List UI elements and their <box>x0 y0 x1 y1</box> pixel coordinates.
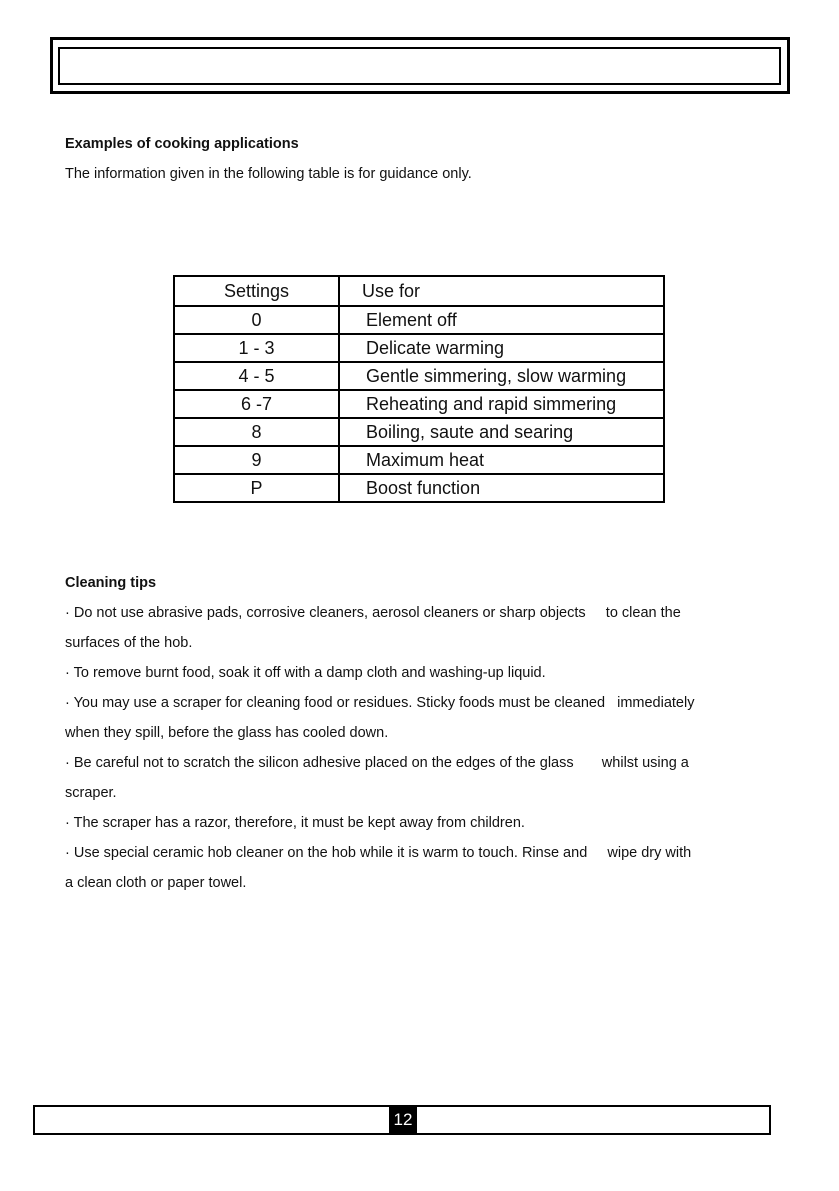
header-use-for: Use for <box>339 276 664 306</box>
use-cell: Delicate warming <box>339 334 664 362</box>
guidance-note: The information given in the following table is for guidance only. <box>65 166 472 182</box>
tip-line: when they spill, before the glass has cooled down. <box>65 725 389 741</box>
tip-line: · To remove burnt food, soak it off with a damp cloth and washing-up liquid. <box>65 665 546 681</box>
table-header-row <box>174 276 664 306</box>
table-row <box>174 474 664 502</box>
header-frame <box>50 37 790 94</box>
setting-cell: P <box>174 474 339 502</box>
tip-line: · Use special ceramic hob cleaner on the hob while it is warm to touch. Rinse and wipe dry with <box>65 845 692 861</box>
setting-cell: 0 <box>174 306 339 334</box>
tip-line: scraper. <box>65 785 117 801</box>
setting-cell: 8 <box>174 418 339 446</box>
table-row <box>174 446 664 474</box>
header-inner-frame <box>58 47 781 85</box>
tip-line: surfaces of the hob. <box>65 635 193 651</box>
setting-cell: 9 <box>174 446 339 474</box>
page-number: 12 <box>389 1105 417 1135</box>
use-cell: Boost function <box>339 474 664 502</box>
use-cell: Boiling, saute and searing <box>339 418 664 446</box>
setting-cell: 4 - 5 <box>174 362 339 390</box>
use-cell: Reheating and rapid simmering <box>339 390 664 418</box>
tip-line: · Do not use abrasive pads, corrosive cleaners, aerosol cleaners or sharp objects to clean the <box>65 605 681 621</box>
cooking-applications-heading: Examples of cooking applications <box>65 136 299 152</box>
table-row <box>174 306 664 334</box>
table-row <box>174 362 664 390</box>
table-row <box>174 390 664 418</box>
tip-line: · The scraper has a razor, therefore, it must be kept away from children. <box>65 815 525 831</box>
header-settings: Settings <box>174 276 339 306</box>
table-row <box>174 334 664 362</box>
setting-cell: 1 - 3 <box>174 334 339 362</box>
tip-line: · Be careful not to scratch the silicon adhesive placed on the edges of the glass whilst using a <box>65 755 689 771</box>
use-cell: Gentle simmering, slow warming <box>339 362 664 390</box>
settings-table <box>173 275 665 503</box>
footer-frame <box>33 1105 771 1135</box>
cleaning-tips-heading: Cleaning tips <box>65 575 157 591</box>
tip-line: a clean cloth or paper towel. <box>65 875 247 891</box>
table-row <box>174 418 664 446</box>
use-cell: Maximum heat <box>339 446 664 474</box>
setting-cell: 6 -7 <box>174 390 339 418</box>
use-cell: Element off <box>339 306 664 334</box>
tip-line: · You may use a scraper for cleaning food or residues. Sticky foods must be cleaned immediately <box>65 695 695 711</box>
